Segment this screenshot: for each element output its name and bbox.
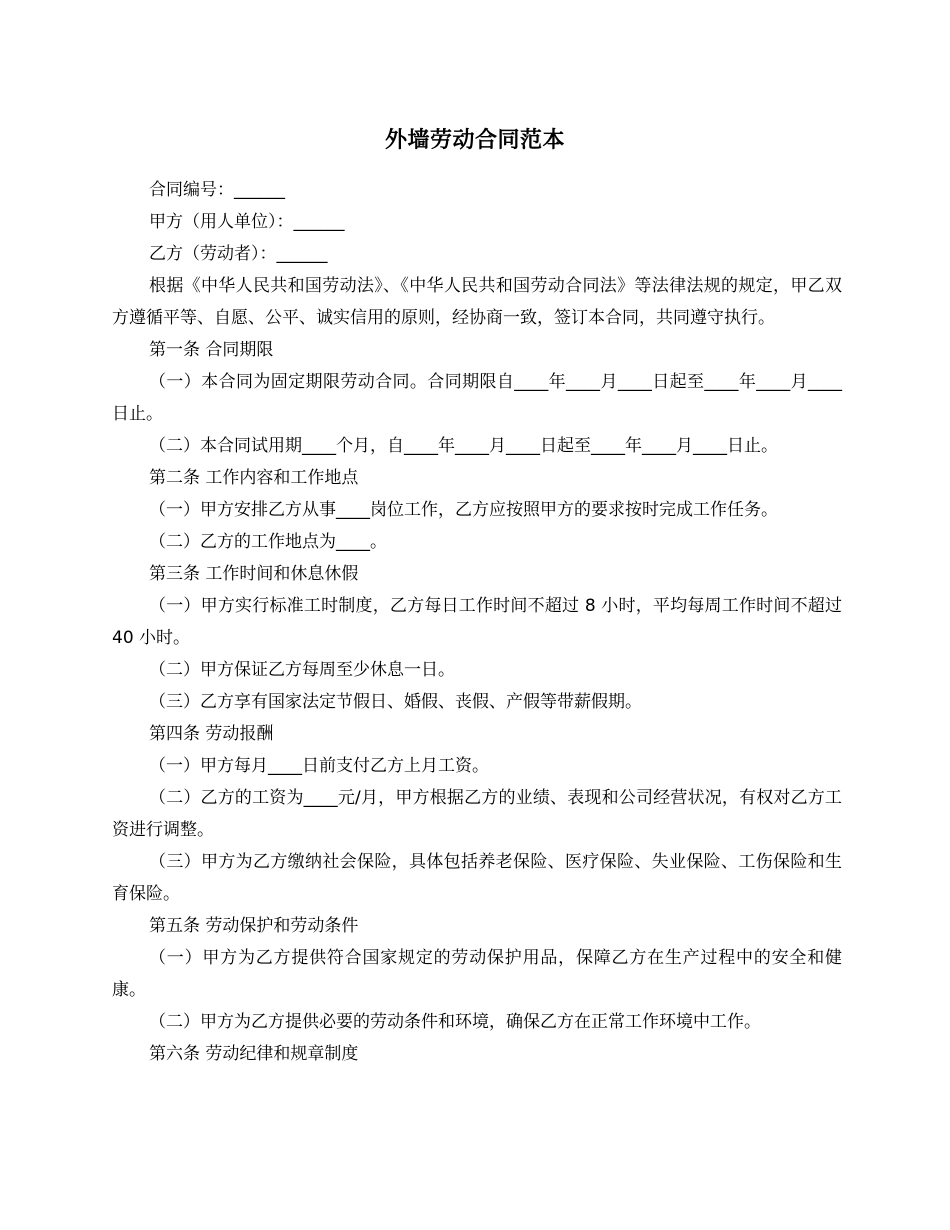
article-5-clause-2: （二）甲方为乙方提供必要的劳动条件和环境，确保乙方在正常工作环境中工作。 (149, 1012, 761, 1032)
article-6-heading: 第六条 劳动纪律和规章制度 (149, 1044, 359, 1064)
article-2-heading: 第二条 工作内容和工作地点 (149, 468, 359, 488)
article-3-heading: 第三条 工作时间和休息休假 (149, 564, 359, 584)
article-5-clause-1: （一）甲方为乙方提供符合国家规定的劳动保护用品，保障乙方在生产过程中的安全和健康。 (112, 948, 842, 1000)
party-b-line: 乙方（劳动者）：______ (149, 244, 328, 264)
article-3-clause-3: （三）乙方享有国家法定节假日、婚假、丧假、产假等带薪假期。 (149, 692, 642, 712)
article-2-clause-1: （一）甲方安排乙方从事____岗位工作，乙方应按照甲方的要求按时完成工作任务。 (149, 500, 778, 520)
article-4-clause-1: （一）甲方每月____日前支付乙方上月工资。 (149, 756, 489, 776)
party-a-line: 甲方（用人单位）：______ (149, 212, 345, 232)
article-3-clause-2: （二）甲方保证乙方每周至少休息一日。 (149, 660, 455, 680)
article-2-clause-2: （二）乙方的工作地点为____。 (149, 532, 387, 552)
contract-number-line: 合同编号：______ (149, 180, 285, 200)
article-1-clause-2: （二）本合同试用期____个月，自____年____月____日起至____年____月____日止。 (149, 436, 778, 456)
article-3-clause-1: （一）甲方实行标准工时制度，乙方每日工作时间不超过 8 小时，平均每周工作时间不超过 40 小时。 (112, 596, 842, 648)
article-4-heading: 第四条 劳动报酬 (149, 724, 274, 744)
document-title: 外墙劳动合同范本 (384, 128, 565, 153)
article-5-heading: 第五条 劳动保护和劳动条件 (149, 916, 359, 936)
article-4-clause-3: （三）甲方为乙方缴纳社会保险，具体包括养老保险、医疗保险、失业保险、工伤保险和生育保险。 (112, 852, 842, 904)
article-1-clause-1: （一）本合同为固定期限劳动合同。合同期限自____年____月____日起至____年____月____日止。 (112, 372, 842, 424)
document-body (112, 174, 842, 1070)
article-1-heading: 第一条 合同期限 (149, 340, 274, 360)
preamble-paragraph: 根据《中华人民共和国劳动法》、《中华人民共和国劳动合同法》等法律法规的规定，甲乙双方遵循平等、自愿、公平、诚实信用的原则，经协商一致，签订本合同，共同遵守执行。 (112, 276, 842, 328)
article-4-clause-2: （二）乙方的工资为____元/月，甲方根据乙方的业绩、表现和公司经营状况，有权对乙方工资进行调整。 (112, 788, 842, 840)
